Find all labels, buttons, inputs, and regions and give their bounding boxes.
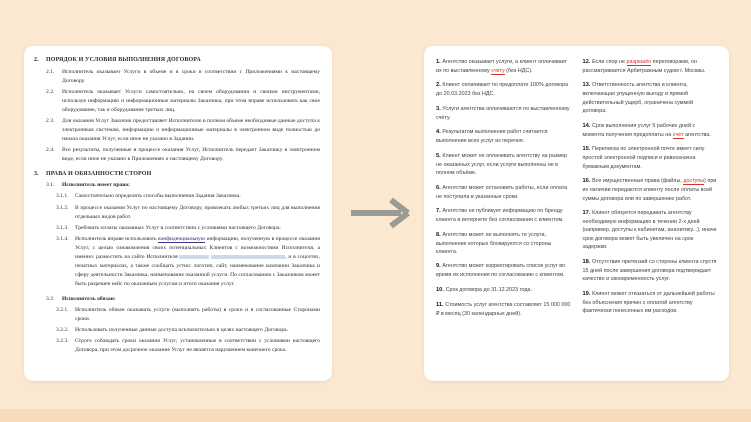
- clause-text: Все результаты, полученные в процессе оказания Услуг, Исполнитель передает Заказчику в электронном виде, если иное не указано в Приложениях к настоящему Договору.: [62, 147, 320, 163]
- clause: [34, 192, 320, 201]
- section-heading: [34, 56, 320, 65]
- summary-item-text: Агентство не публикует информацию по бренду клиента в интернете без согласования с клиентом.: [436, 208, 564, 224]
- clause: [34, 181, 320, 190]
- summary-item-text: Все имущественные права (файлы,: [592, 178, 684, 185]
- summary-item: [583, 81, 719, 115]
- summary-item-number: 5.: [436, 152, 443, 159]
- summary-item-text: Ответственность агентства и клиента, включающая упущенную выгоду и прямой действительный ущерб, ограничена суммой договора.: [582, 82, 694, 115]
- summary-item: [436, 301, 572, 318]
- redacted-block: [211, 255, 285, 259]
- summary-item-number: 16.: [582, 178, 593, 185]
- clause-text: Исполнитель оказывает Услуги самостоятельно, на своем оборудовании и своими инструментами, используя информацию и информационные материалы Заказчика, при этом вправе использовать как свое оборудование, так и оборудование третьих лиц.: [62, 88, 320, 113]
- clause-number: 3.1.1.: [56, 193, 69, 200]
- subsection-heading: [34, 295, 320, 304]
- clause-number: 3.1.4.: [56, 236, 69, 243]
- clause-text: Исполнитель оказывает Услуги в объеме и в сроки в соответствии с Приложениями к настоящему Договору.: [62, 68, 320, 84]
- summary-term-link[interactable]: счету: [491, 68, 505, 74]
- summary-item: [436, 231, 572, 257]
- summary-item: [436, 262, 572, 279]
- clause-number: 3.2.3.: [56, 338, 69, 345]
- clause: [34, 88, 320, 115]
- summary-item-text: Если спор не: [592, 59, 627, 65]
- contract-document-panel: [24, 46, 332, 381]
- summary-item-text: Услуги агентства оплачиваются по выставленному счёту.: [436, 105, 570, 121]
- clause: [34, 326, 320, 335]
- summary-item: [436, 105, 572, 122]
- summary-item-text: переговорами, он рассматривается Арбитражным судом г. Москвы.: [582, 59, 706, 74]
- summary-item: [583, 209, 719, 252]
- clause-text: Использовать полученные данные доступа исключительно в целях настоящего Договора.: [75, 327, 289, 334]
- summary-item: [436, 152, 572, 178]
- section-number: 2.: [34, 57, 39, 63]
- summary-item-number: 9.: [436, 263, 443, 270]
- summary-item: [436, 58, 572, 75]
- summary-item-text: Стоимость услуг агентства составляет 15 000 000 ₽ в месяц (30 календарных дней).: [436, 301, 571, 317]
- summary-item: [583, 258, 719, 284]
- clause-text: Самостоятельно определять способы выполнения Задания Заказчика.: [75, 193, 241, 200]
- summary-item-number: 3.: [436, 105, 443, 112]
- summary-column-left: [436, 58, 572, 373]
- summary-item-text: Клиент обязуется передавать агентству необходимую информацию в течении 2-х дней (например, доступы к кабинетам, аналитику...), иначе срок договора может быть увеличен на срок задержки.: [582, 209, 717, 251]
- clause: [34, 68, 320, 86]
- summary-item-number: 11.: [436, 301, 446, 308]
- redacted-block: [179, 255, 209, 259]
- clause: [34, 337, 320, 355]
- summary-item-number: 17.: [582, 209, 593, 216]
- clause-text: Исполнитель имеет право:: [62, 182, 131, 189]
- section-title: ПОРЯДОК И УСЛОВИЯ ВЫПОЛНЕНИЯ ДОГОВОРА: [46, 57, 201, 63]
- clause-text: Строго соблюдать сроки оказания Услуг, установленные в соответствии с условиями настоящего Договора, при этом досрочное оказание Услуг не является нарушением конечного срока.: [75, 338, 320, 354]
- clause-text: Для оказания Услуг Заказчик предоставляет Исполнителю в полном объеме необходимые данные доступа к электронным системам, информацию и информационные материалы в электронном виде полностью до начала оказания Услуг, если иное не указано в Задании.: [62, 118, 320, 143]
- clause-number: 2.3.: [46, 118, 55, 125]
- clause-number: 2.4.: [46, 147, 55, 154]
- summary-item: [436, 128, 572, 145]
- summary-item-number: 8.: [436, 231, 443, 238]
- clause: [34, 204, 320, 222]
- clause-number: 3.1.2.: [56, 204, 69, 211]
- summary-item: [436, 81, 572, 98]
- clause-text: Исполнитель обязан оказывать услуги (выполнять работы) в сроки и в согласованные Сторонами сроки.: [75, 306, 320, 322]
- clause-number: 2.1.: [46, 68, 55, 75]
- summary-item-number: 2.: [436, 82, 443, 89]
- summary-item-number: 7.: [436, 208, 443, 215]
- subsection-title: Исполнитель обязан:: [62, 295, 116, 302]
- clause: [34, 224, 320, 233]
- summary-item-text: Результатом выполнения работ считается выполнение всех услуг из перечня.: [436, 129, 548, 145]
- summary-item-number: 10.: [436, 286, 446, 293]
- summary-item-text: Агентство может не выполнять те услуги, выполнение которых блокируются со стороны клиента.: [436, 231, 552, 255]
- summary-item-number: 18.: [582, 258, 593, 265]
- summary-item: [583, 290, 719, 316]
- summary-item-text: Агентство может остановить работы, если оплата не поступила в указанные сроки.: [436, 184, 568, 200]
- summary-item-text: Агентство оказывает услуги, а клиент оплачивает их по выставленному: [436, 59, 567, 74]
- summary-item: [436, 286, 572, 295]
- clause-number: 3.1.3.: [56, 224, 69, 231]
- summary-item-text: агентства.: [683, 131, 711, 138]
- summary-item-text: Клиент может отказаться от дальнейшей работы без объяснения причин с оплатой агентству фактически понесенных им расходов.: [582, 290, 715, 314]
- clause: [34, 117, 320, 144]
- section-title: ПРАВА И ОБЯЗАННОСТИ СТОРОН: [46, 170, 152, 177]
- summary-item-number: 14.: [582, 122, 593, 129]
- contract-body: [34, 56, 320, 356]
- clause-text: Требовать оплаты оказанных Услуг в соответствии с условиями настоящего Договора.: [75, 224, 281, 231]
- clause-number: 3.2.1.: [56, 306, 69, 313]
- clause-number: 2.2.: [46, 88, 55, 95]
- clause: [34, 146, 320, 164]
- summary-term-link[interactable]: доступы: [683, 178, 705, 185]
- summary-item: [583, 122, 719, 139]
- summary-item-text: Клиент может не оплачивать агентству на размер не оказанных услуг, если услуги выполнены не в полном объёме.: [436, 152, 568, 177]
- summary-item-number: 12.: [582, 59, 593, 65]
- section-heading: [34, 170, 320, 179]
- confidential-link[interactable]: конфиденциальную: [158, 236, 206, 243]
- summary-item-text: Срок договора до 31.12.2023 года.: [445, 286, 533, 293]
- summary-term-link[interactable]: счёт: [672, 131, 684, 138]
- clause-text: В процессе оказания Услуг по настоящему Договору, привлекать любых третьих лиц для выполнения отдельных видов работ.: [75, 204, 320, 220]
- summary-item-number: 1.: [436, 59, 443, 65]
- summary-item-number: 19.: [582, 290, 593, 297]
- summary-item: [583, 145, 719, 171]
- clause-text: Исполнитель вправе использовать конфиденциальную информацию, полученную в процессе оказания Услуг, с целью ознакомления своих потенциальных Клиентов с возможностями Исполнителя, а именно: разместить на сайте Исполнителя , и в соцсетях, печатных материалах, а также сообщать устно: логотип, сайт, наименование компании Заказчика и сферу деятельности Заказчика, наименование оказанной услуги. По согласованию с Заказчиком может быть разрешен кейс по оказанным услугам и итоги оказания услуг.: [75, 236, 321, 288]
- right-arrow-icon: [349, 196, 411, 230]
- clause: [34, 306, 320, 324]
- summary-item-number: 13.: [582, 82, 593, 89]
- summary-item-number: 4.: [436, 129, 443, 136]
- summary-item-number: 6.: [436, 184, 443, 191]
- summary-item-text: Переписка по электронной почте имеет силу простой электронной подписи и равнозначна бумажным документам.: [582, 146, 705, 170]
- section-number: 3.: [34, 170, 39, 177]
- clause-number: 3.1.: [46, 182, 55, 189]
- summary-item: [583, 58, 719, 75]
- summary-item-text: Срок выполнения услуг 5 рабочих дней с момента получения предоплаты на: [582, 122, 696, 138]
- summary-term-link[interactable]: разрешён: [626, 59, 652, 65]
- summary-item-text: (без НДС).: [504, 68, 533, 74]
- summary-item: [436, 207, 572, 224]
- summary-item: [583, 177, 719, 203]
- summary-item: [436, 184, 572, 201]
- summary-panel: [424, 46, 729, 381]
- summary-column-right: [583, 58, 719, 373]
- summary-item-text: Агентство может корректировать список услуг во время их исполнения по согласованию с клиентом.: [436, 263, 566, 279]
- clause-confidential: [34, 235, 320, 289]
- clause-number: 3.2.2.: [56, 327, 69, 334]
- summary-item-number: 15.: [582, 146, 593, 153]
- subsection-number: 3.2.: [46, 295, 55, 302]
- summary-item-text: Клиент оплачивает по предоплате 100% договора до 20.03.2023 без НДС.: [436, 82, 569, 98]
- summary-item-text: Отсутствие претензий со стороны клиента спустя 15 дней после завершения договора подтверждает качество и своевременность услуг.: [582, 258, 717, 283]
- bottom-strip: [0, 409, 751, 422]
- summary-item-text: ) при их наличии передаются клиенту после оплаты всей суммы договора или по завершению работ.: [582, 178, 717, 202]
